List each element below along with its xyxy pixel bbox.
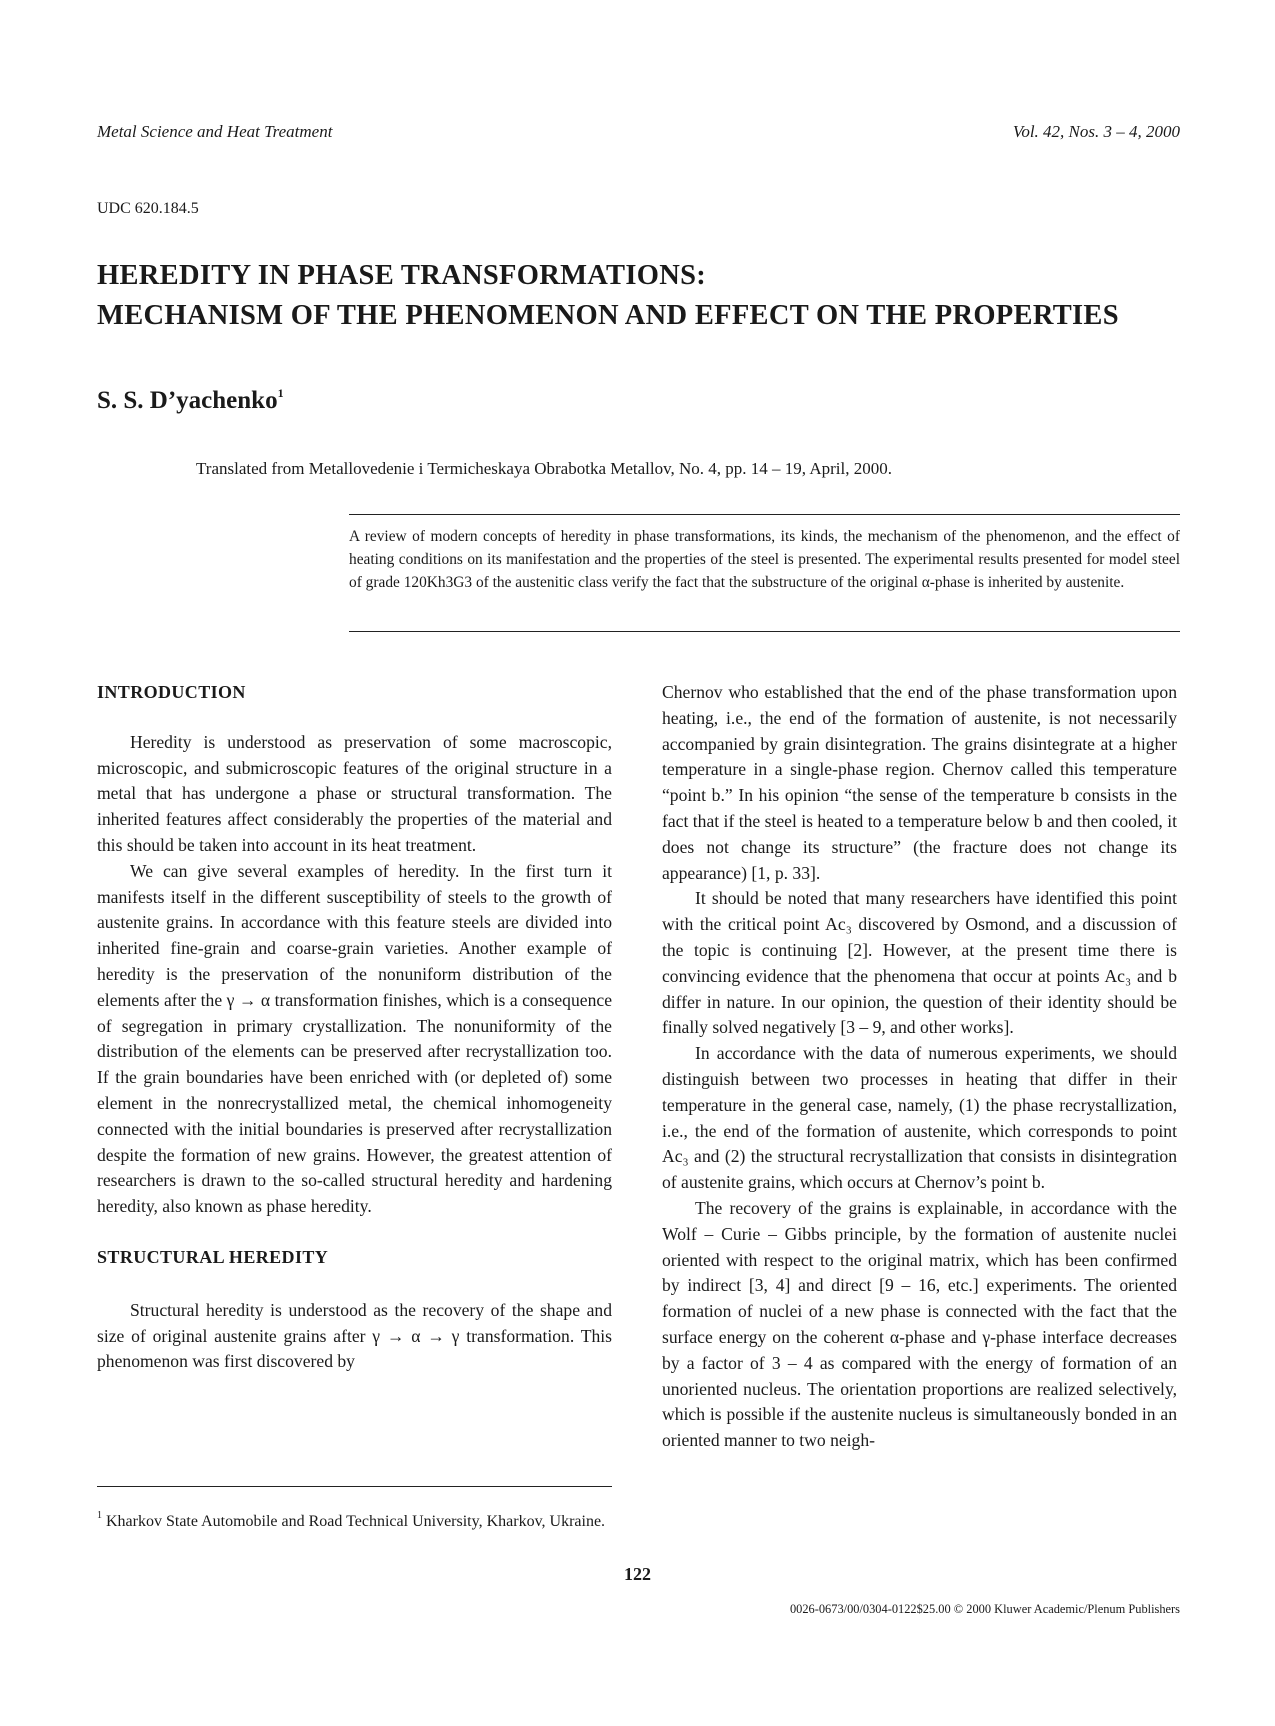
left-column bbox=[97, 680, 612, 1375]
footnote-mark: 1 bbox=[97, 1510, 102, 1521]
footnote-rule bbox=[97, 1486, 612, 1487]
paragraph: The recovery of the grains is explainable, in accordance with the Wolf – Curie – Gibbs principle, by the formation of austenite nuclei oriented with respect to the original matrix, which has been confirmed by indirect [3, 4] and direct [9 – 16, etc.] experiments. The oriented formation of nuclei of a new phase is connected with the fact that the surface energy on the coherent α-phase and γ-phase interface decreases by a factor of 3 – 4 as compared with the energy of formation of an unoriented nucleus. The orientation proportions are realized selectively, which is possible if the austenite nucleus is simultaneously bonded in an oriented manner to two neigh- bbox=[662, 1197, 1177, 1451]
volume-info: Vol. 42, Nos. 3 – 4, 2000 bbox=[1012, 122, 1180, 141]
journal-name: Metal Science and Heat Treatment bbox=[97, 122, 333, 141]
udc-code: UDC 620.184.5 bbox=[97, 200, 199, 217]
translated-from: Translated from Metallovedenie i Termicheskaya Obrabotka Metallov, No. 4, pp. 14 – 19, April, 2000. bbox=[196, 459, 892, 478]
author-footnote-mark: 1 bbox=[277, 386, 284, 400]
section-heading-structural-heredity: STRUCTURAL HEREDITY bbox=[97, 1246, 329, 1267]
paragraph: Chernov who established that the end of the phase transformation upon heating, i.e., the end of the formation of austenite, is not necessarily accompanied by grain disintegration. The grains disintegrate at a higher temperature in a single-phase region. Chernov called this temperature “point b.” In his opinion “the sense of the temperature b consists in the fact that if the steel is heated to a temperature below b and then cooled, it does not change its structure” (the fracture does not change its appearance) [1, p. 33]. bbox=[662, 682, 1177, 883]
author-line bbox=[97, 386, 284, 415]
title-line-2: MECHANISM OF THE PHENOMENON AND EFFECT ON THE PROPERTIES bbox=[97, 300, 1119, 331]
abstract-top-rule bbox=[349, 514, 1180, 515]
section-heading-introduction: INTRODUCTION bbox=[97, 682, 246, 702]
footnote-text: Kharkov State Automobile and Road Technical University, Kharkov, Ukraine. bbox=[106, 1513, 606, 1530]
abstract: A review of modern concepts of heredity in phase transformations, its kinds, the mechanism of the phenomenon, and the effect of heating conditions on its manifestation and the properties of the steel is presented. The experimental results presented for model steel of grade 120Kh3G3 of the austenitic class verify the fact that the substructure of the original α-phase is inherited by austenite. bbox=[349, 528, 1180, 591]
copyright-line: 0026-0673/00/0304-0122$25.00 © 2000 Kluwer Academic/Plenum Publishers bbox=[789, 1602, 1180, 1616]
paragraph: We can give several examples of heredity. In the first turn it manifests itself in the different susceptibility of steels to the growth of austenite grains. In accordance with this feature steels are divided into inherited fine-grain and coarse-grain varieties. Another example of heredity is the preservation of the nonuniform distribution of the elements after the γ → α transformation finishes, which is a consequence of segregation in primary crystallization. The nonuniformity of the distribution of the elements can be preserved after recrystallization too. If the grain boundaries have been enriched with (or depleted of) some element in the nonrecrystallized metal, the chemical inhomogeneity connected with the initial boundaries is preserved after recrystallization despite the formation of new grains. However, the greatest attention of researchers is drawn to the so-called structural heredity and hardening heredity, also known as phase heredity. bbox=[97, 860, 612, 1217]
footnote bbox=[97, 1504, 612, 1534]
paragraph: It should be noted that many researchers have identified this point with the critical point Ac₃ discovered by Osmond, and a discussion of the topic is continuing [2]. However, at the present time there is convincing evidence that the phenomena that occur at points Ac₃ and b differ in nature. In our opinion, the question of their identity should be finally solved negatively [3 – 9, and other works]. bbox=[662, 888, 1177, 1038]
paragraph: In accordance with the data of numerous experiments, we should distinguish between two processes in heating that differ in their temperature in the general case, namely, (1) the phase recrystallization, i.e., the end of the formation of austenite, which corresponds to point Ac₃ and (2) the structural recrystallization that consists in disintegration of austenite grains, which occurs at Chernov’s point b. bbox=[662, 1043, 1177, 1193]
page-number: 122 bbox=[624, 1564, 651, 1584]
author-name: S. S. D’yachenko bbox=[97, 387, 278, 414]
paragraph: Heredity is understood as preservation of some macroscopic, microscopic, and submicroscopic features of the original structure in a metal that has undergone a phase or structural transformation. The inherited features affect considerably the properties of the material and this should be taken into account in its heat treatment. bbox=[97, 731, 612, 855]
paragraph: Structural heredity is understood as the recovery of the shape and size of original austenite grains after γ → α → γ transformation. This phenomenon was first discovered by bbox=[97, 1299, 612, 1372]
right-column bbox=[662, 680, 1177, 1454]
abstract-bottom-rule bbox=[349, 631, 1180, 632]
title-line-1: HEREDITY IN PHASE TRANSFORMATIONS: bbox=[97, 260, 707, 291]
article-title bbox=[97, 256, 1187, 336]
